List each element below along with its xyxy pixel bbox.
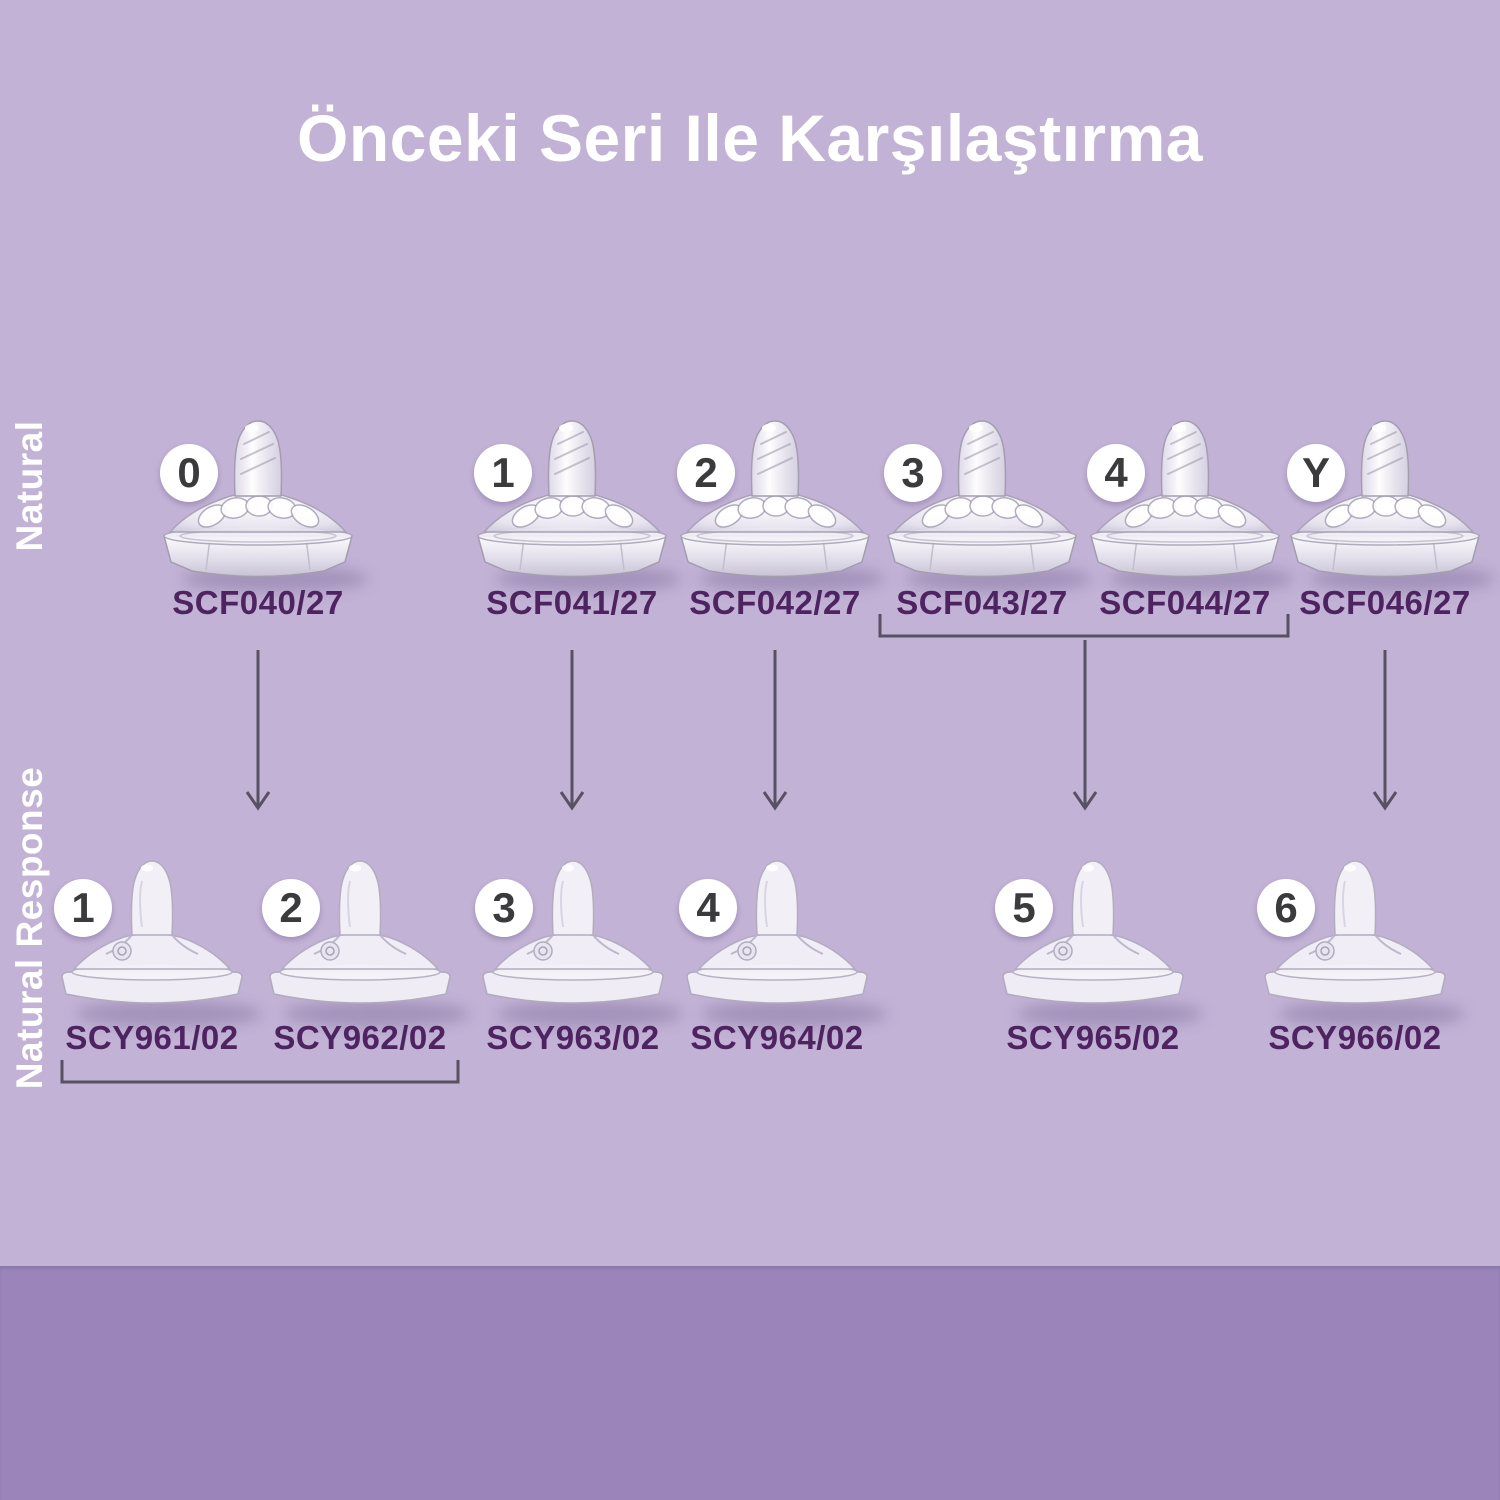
flow-badge — [995, 879, 1053, 937]
page-title: Önceki Seri Ile Karşılaştırma — [297, 101, 1203, 175]
product-code: SCY964/02 — [690, 1019, 864, 1056]
flow-badge-label: 3 — [901, 449, 925, 496]
product-code: SCF042/27 — [689, 584, 861, 621]
arrow-scf042-to-scy964 — [764, 650, 786, 808]
row-label-natural: Natural — [9, 420, 50, 552]
flow-badge-label: 6 — [1274, 884, 1298, 931]
flow-badge — [677, 444, 735, 502]
flow-badge-label: 1 — [491, 449, 515, 496]
flow-badge — [679, 879, 737, 937]
flow-badge-label: 4 — [1104, 449, 1128, 496]
flow-badge-label: 1 — [71, 884, 95, 931]
flow-badge — [474, 444, 532, 502]
flow-badge-label: 3 — [492, 884, 516, 931]
product-item-scy964 — [657, 835, 897, 1075]
product-code: SCF044/27 — [1099, 584, 1271, 621]
product-code: SCF040/27 — [172, 584, 344, 621]
flow-badge — [1257, 879, 1315, 937]
flow-badge-label: 4 — [696, 884, 720, 931]
flow-badge-label: 2 — [694, 449, 718, 496]
product-item-scf046 — [1265, 400, 1500, 640]
flow-badge — [262, 879, 320, 937]
flow-badge — [54, 879, 112, 937]
product-code: SCY965/02 — [1006, 1019, 1180, 1056]
flow-badge — [160, 444, 218, 502]
flow-badge-label: Y — [1301, 449, 1330, 496]
product-code: SCF046/27 — [1299, 584, 1471, 621]
product-code: SCF043/27 — [896, 584, 1068, 621]
product-item-scy966 — [1235, 835, 1475, 1075]
flow-badge — [884, 444, 942, 502]
product-code: SCY966/02 — [1268, 1019, 1442, 1056]
product-item-scy965 — [973, 835, 1213, 1075]
product-code: SCF041/27 — [486, 584, 658, 621]
flow-badge-label: 0 — [177, 449, 201, 496]
flow-badge — [1287, 444, 1345, 502]
flow-badge-label: 5 — [1012, 884, 1036, 931]
arrow-scf046-to-scy966 — [1374, 650, 1396, 808]
row-label-natural-response: Natural Response — [9, 766, 50, 1090]
product-code: SCY963/02 — [486, 1019, 660, 1056]
footer-band — [0, 1266, 1500, 1500]
product-code: SCY962/02 — [273, 1019, 447, 1056]
product-item-scf040 — [138, 400, 378, 640]
arrow-scf043-044-to-scy965 — [1074, 640, 1096, 808]
arrow-scf041-to-scy963 — [561, 650, 583, 808]
arrow-scf040-to-scy961-962 — [247, 650, 269, 808]
product-code: SCY961/02 — [65, 1019, 239, 1056]
flow-badge — [475, 879, 533, 937]
flow-badge-label: 2 — [279, 884, 303, 931]
flow-badge — [1087, 444, 1145, 502]
